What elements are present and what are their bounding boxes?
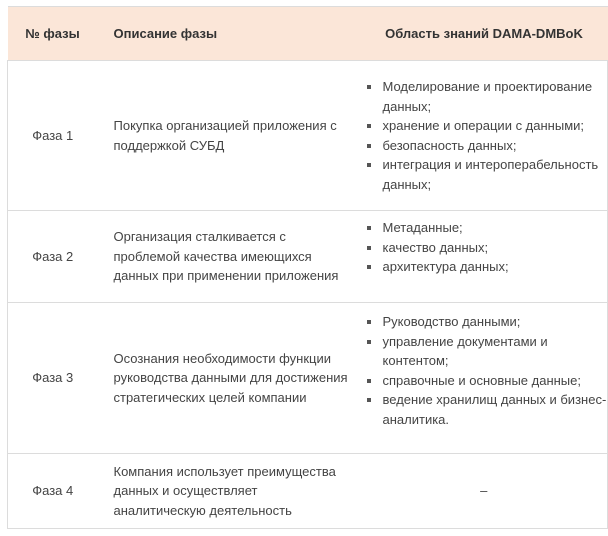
list-item: архитектура данных; bbox=[383, 257, 608, 277]
areas-cell bbox=[361, 303, 608, 454]
areas-list bbox=[361, 218, 608, 277]
list-item: справочные и основные данные; bbox=[383, 371, 608, 391]
table-row bbox=[8, 61, 608, 211]
table-row bbox=[8, 303, 608, 454]
description-cell: Покупка организацией приложения с поддержкой СУБД bbox=[98, 61, 361, 211]
list-item: хранение и операции с данными; bbox=[383, 116, 608, 136]
table-header-row bbox=[8, 7, 608, 61]
header-description: Описание фазы bbox=[98, 7, 361, 61]
phase-cell: Фаза 1 bbox=[8, 61, 98, 211]
areas-list bbox=[361, 312, 608, 429]
table-row bbox=[8, 211, 608, 303]
list-item: качество данных; bbox=[383, 238, 608, 258]
header-phase-number: № фазы bbox=[8, 7, 98, 61]
description-cell: Осознания необходимости функции руководства данными для достижения стратегических целей компании bbox=[98, 303, 361, 454]
areas-cell bbox=[361, 61, 608, 211]
list-item: управление документами и контентом; bbox=[383, 332, 608, 371]
phase-cell: Фаза 2 bbox=[8, 211, 98, 303]
list-item: интеграция и интероперабельность данных; bbox=[383, 155, 608, 194]
list-item: ведение хранилищ данных и бизнес-аналитика. bbox=[383, 390, 608, 429]
description-cell: Организация сталкивается с проблемой качества имеющихся данных при применении приложения bbox=[98, 211, 361, 303]
areas-cell-empty: – bbox=[361, 454, 608, 529]
list-item: безопасность данных; bbox=[383, 136, 608, 156]
header-knowledge-area: Область знаний DAMA-DMBoK bbox=[361, 7, 608, 61]
list-item: Метаданные; bbox=[383, 218, 608, 238]
phase-cell: Фаза 3 bbox=[8, 303, 98, 454]
list-item: Руководство данными; bbox=[383, 312, 608, 332]
phases-table bbox=[7, 6, 608, 529]
description-cell: Компания использует преимущества данных и осуществляет аналитическую деятельность bbox=[98, 454, 361, 529]
areas-list bbox=[361, 77, 608, 194]
phase-cell: Фаза 4 bbox=[8, 454, 98, 529]
areas-cell bbox=[361, 211, 608, 303]
table-row bbox=[8, 454, 608, 529]
list-item: Моделирование и проектирование данных; bbox=[383, 77, 608, 116]
